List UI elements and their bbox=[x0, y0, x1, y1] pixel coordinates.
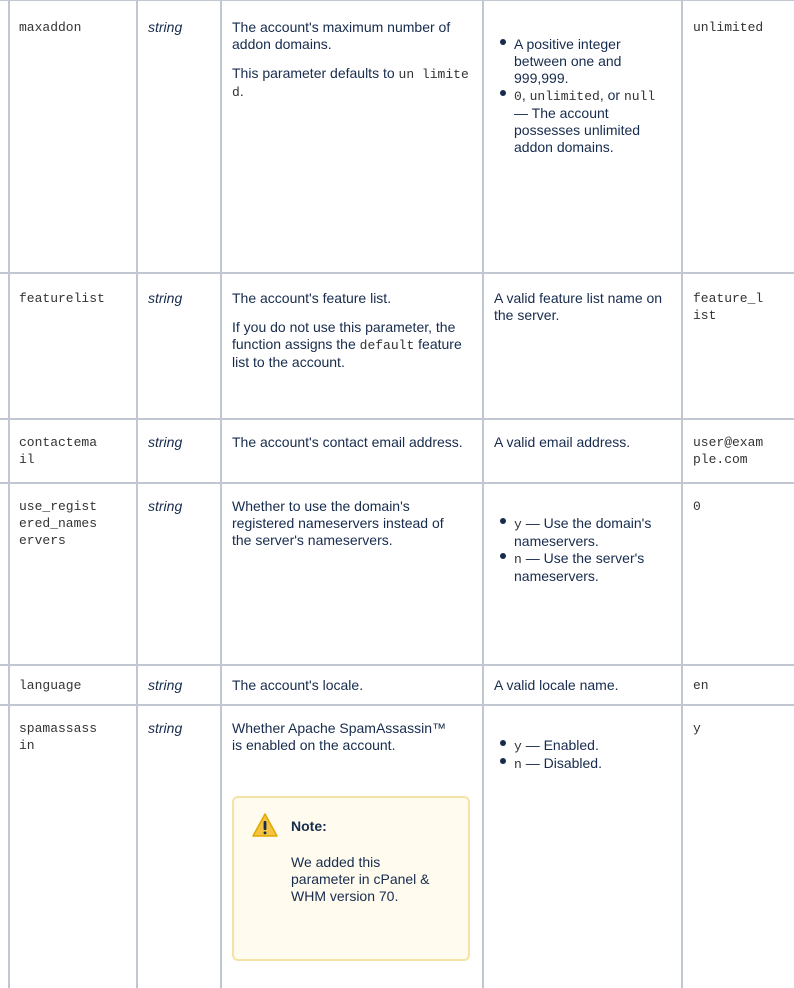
param-description: Whether Apache SpamAssassin™ is enabled on the account. bbox=[232, 720, 446, 753]
value-item: n — Disabled. bbox=[494, 755, 664, 773]
param-example: y bbox=[693, 721, 701, 736]
note-title: Note: bbox=[291, 818, 327, 834]
param-example: user@exam ple.com bbox=[693, 435, 764, 467]
description-default: If you do not use this parameter, the function assigns the default feature list to the account. bbox=[232, 319, 462, 370]
param-name: featurelist bbox=[19, 291, 105, 306]
param-description: The account's locale. bbox=[232, 677, 364, 693]
param-name: spamassass in bbox=[19, 721, 98, 753]
param-example: unlimited bbox=[693, 20, 764, 35]
value-item: y — Enabled. bbox=[494, 737, 664, 755]
table-top-border bbox=[0, 0, 794, 1]
col-divider bbox=[136, 0, 138, 988]
param-description: The account's contact email address. bbox=[232, 434, 463, 450]
description-text: The account's maximum number of addon domains. bbox=[232, 19, 451, 52]
row-divider bbox=[0, 664, 794, 666]
row-divider bbox=[0, 482, 794, 484]
col-divider bbox=[220, 0, 222, 988]
param-description bbox=[232, 290, 470, 371]
row-divider bbox=[0, 272, 794, 274]
value-item: y — Use the domain's nameservers. bbox=[494, 515, 664, 550]
param-type: string bbox=[148, 677, 183, 693]
param-example: en bbox=[693, 678, 709, 693]
warning-icon bbox=[251, 812, 279, 838]
param-description bbox=[232, 19, 470, 101]
param-example: feature_l ist bbox=[693, 291, 764, 323]
col-divider bbox=[681, 0, 683, 988]
value-item: A positive integer between one and 999,999. bbox=[494, 36, 672, 87]
param-values bbox=[494, 737, 664, 773]
param-values: A valid locale name. bbox=[494, 677, 619, 693]
param-name: use_regist ered_names ervers bbox=[19, 499, 98, 548]
param-type: string bbox=[148, 434, 183, 450]
row-divider bbox=[0, 418, 794, 420]
param-type: string bbox=[148, 720, 183, 736]
row-divider bbox=[0, 704, 794, 706]
description-text: The account's feature list. bbox=[232, 290, 392, 306]
param-type: string bbox=[148, 290, 183, 306]
param-values bbox=[494, 36, 672, 156]
param-name: contactema il bbox=[19, 435, 98, 467]
param-type: string bbox=[148, 19, 183, 35]
note-panel bbox=[232, 796, 470, 961]
col-divider bbox=[482, 0, 484, 988]
param-type: string bbox=[148, 498, 183, 514]
param-values: A valid email address. bbox=[494, 434, 631, 450]
param-name: maxaddon bbox=[19, 20, 82, 35]
param-values bbox=[494, 515, 664, 585]
value-item: n — Use the server's nameservers. bbox=[494, 550, 664, 585]
value-item: 0, unlimited, or null — The account possesses unlimited addon domains. bbox=[494, 87, 672, 156]
param-example: 0 bbox=[693, 499, 701, 514]
param-values: A valid feature list name on the server. bbox=[494, 290, 663, 323]
param-name: language bbox=[19, 678, 82, 693]
col-divider bbox=[8, 0, 10, 988]
note-body: We added this parameter in cPanel & WHM version 70. bbox=[291, 854, 430, 904]
param-description: Whether to use the domain's registered nameservers instead of the server's nameservers. bbox=[232, 498, 444, 548]
description-default: This parameter defaults to un limited. bbox=[232, 65, 469, 100]
